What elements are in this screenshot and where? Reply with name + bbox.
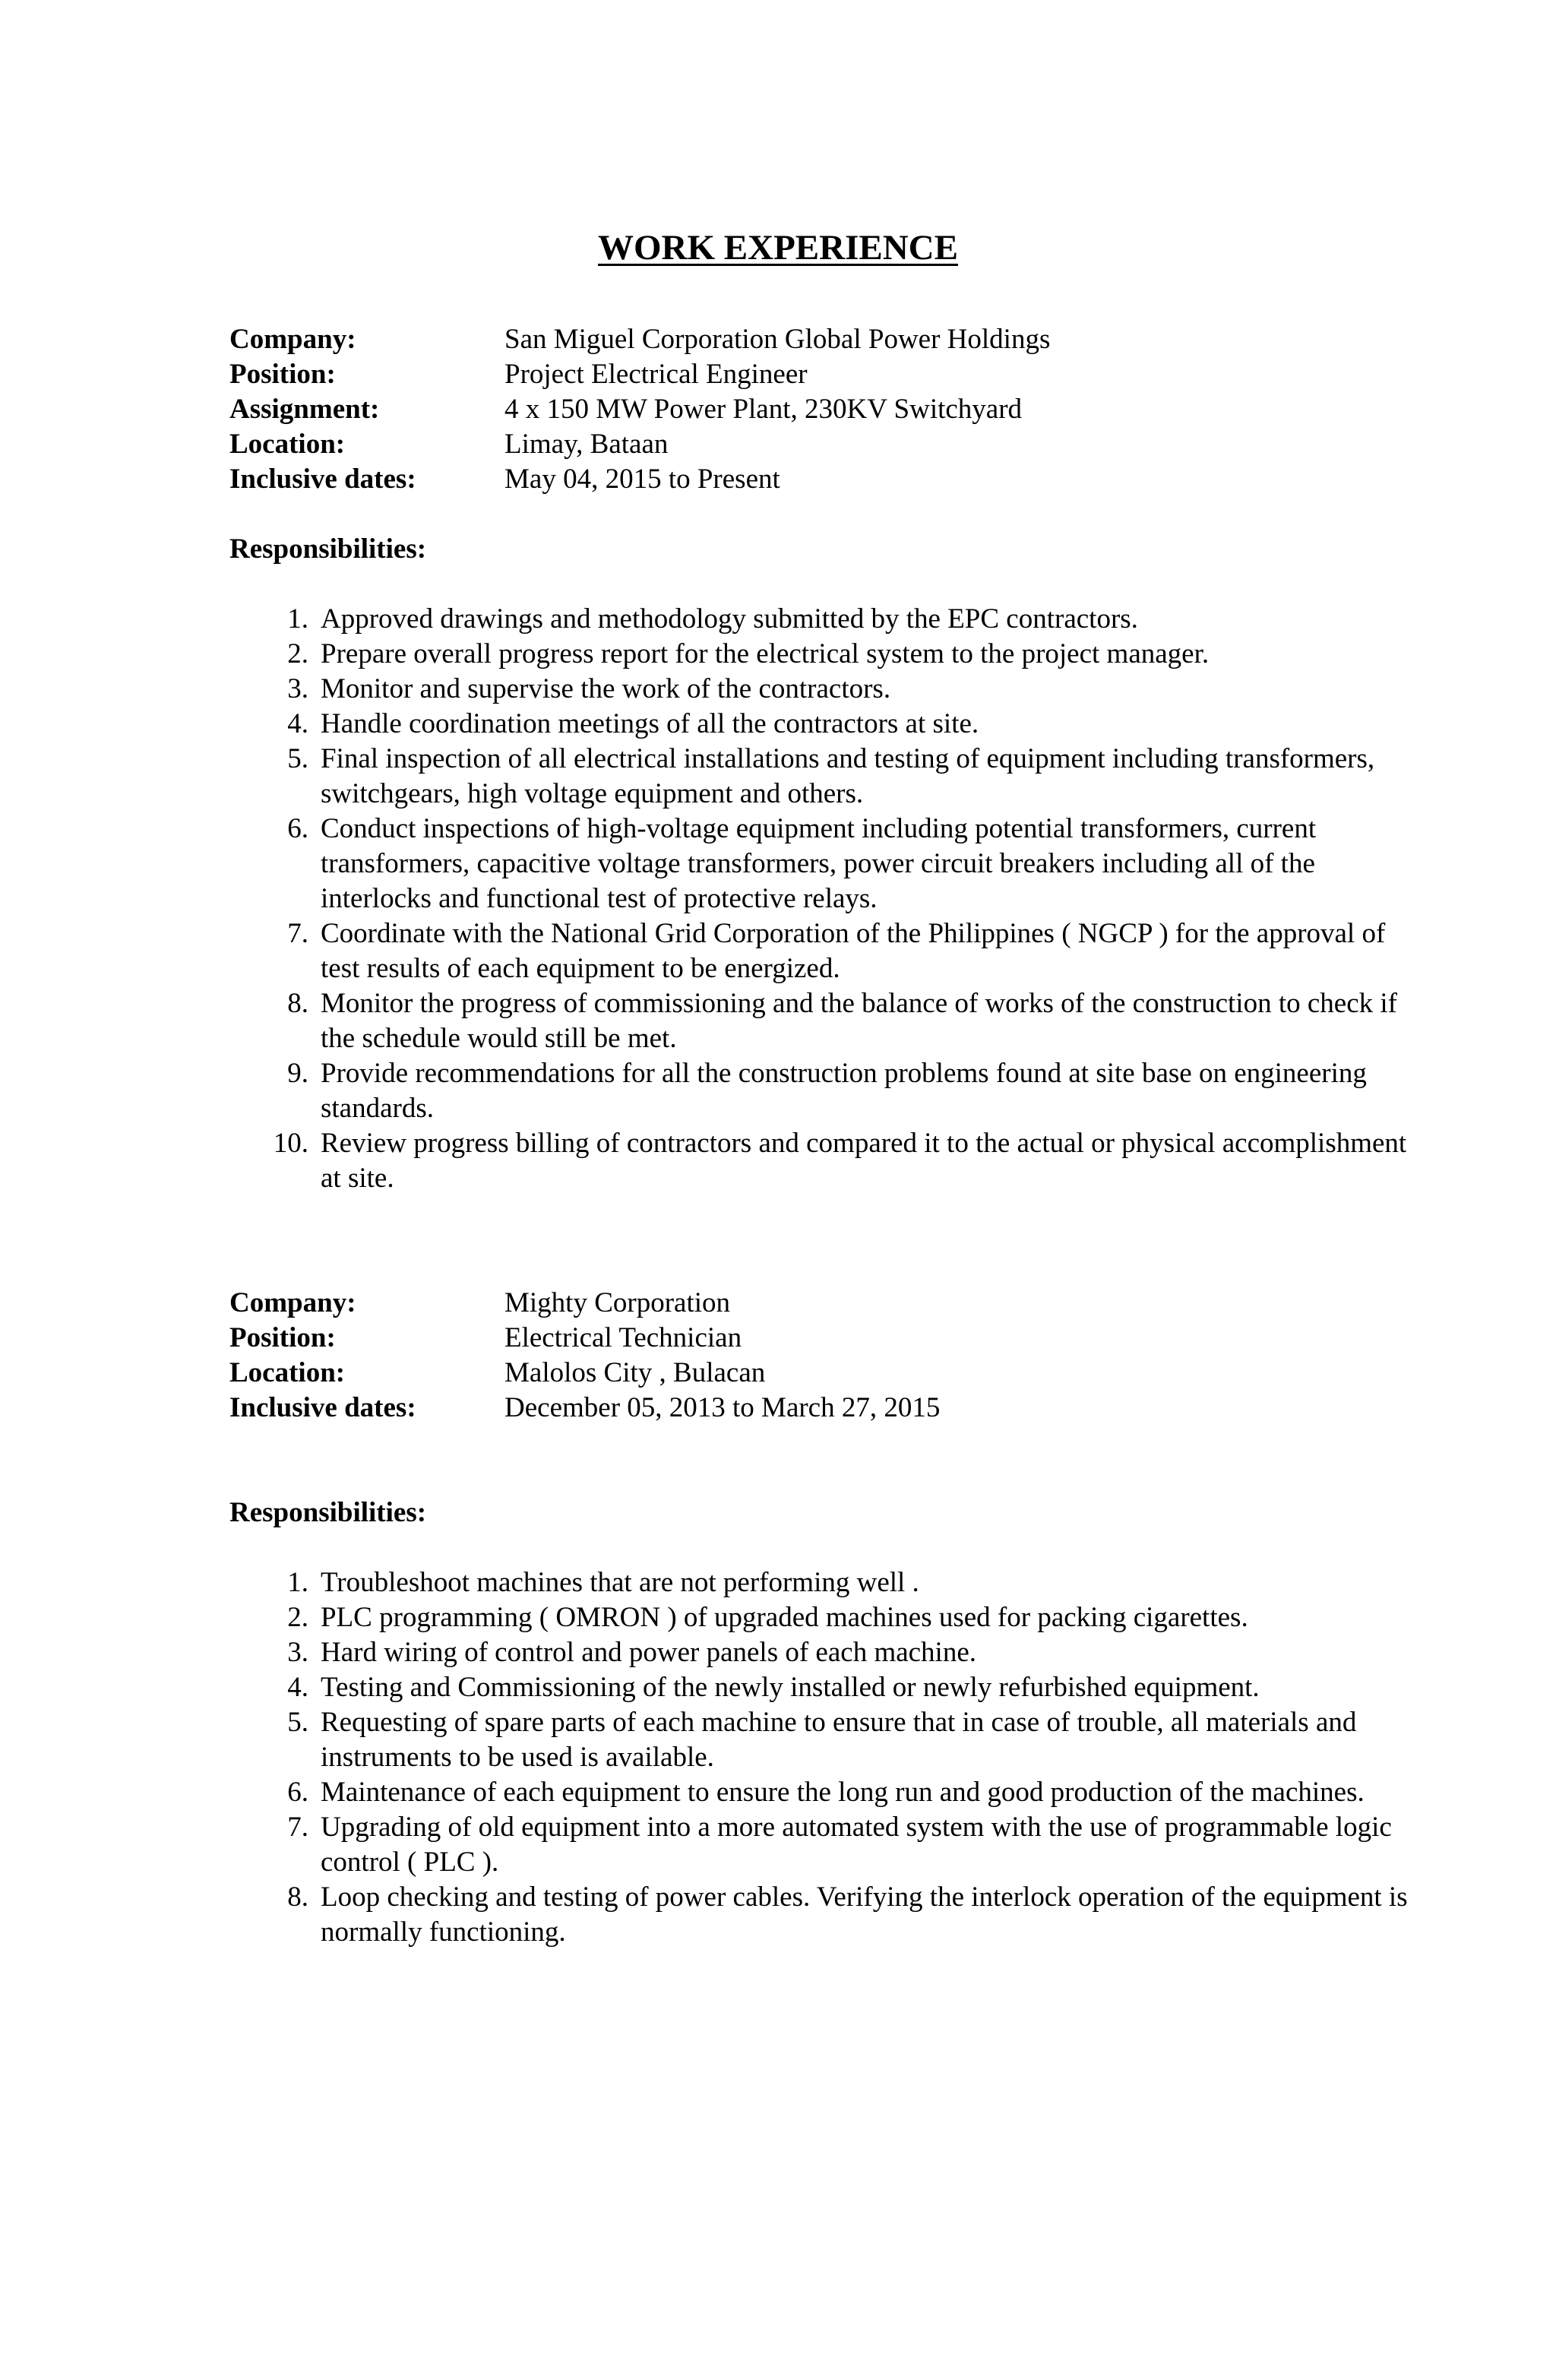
info-value: May 04, 2015 to Present	[504, 464, 780, 495]
list-item	[229, 1705, 1422, 1775]
info-label: Position:	[229, 1322, 336, 1354]
list-number: 8.	[287, 988, 308, 1020]
job-entry-mighty	[229, 1286, 1556, 1950]
list-text: Conduct inspections of high-voltage equipment including potential transformers, current transformers, capacitive voltage transformers, power circuit breakers including all of the interlocks and functional test of protective relays.	[321, 813, 1317, 915]
info-value: Mighty Corporation	[504, 1287, 731, 1319]
list-item	[229, 1600, 1422, 1635]
list-text: Testing and Commissioning of the newly installed or newly refurbished equipment.	[321, 1672, 1260, 1704]
list-text: PLC programming ( OMRON ) of upgraded machines used for packing cigarettes.	[321, 1602, 1248, 1634]
info-label: Inclusive dates:	[229, 464, 416, 495]
list-text: Upgrading of old equipment into a more automated system with the use of programmable logic control ( PLC ).	[321, 1812, 1392, 1878]
list-item	[229, 1635, 1422, 1670]
list-item	[229, 1126, 1422, 1196]
info-label: Position:	[229, 359, 336, 391]
info-value: Project Electrical Engineer	[504, 359, 808, 391]
list-number: 8.	[287, 1882, 308, 1913]
info-value: Limay, Bataan	[504, 429, 669, 460]
page-title: WORK EXPERIENCE	[598, 228, 958, 267]
list-item	[229, 1056, 1422, 1126]
list-number: 4.	[287, 1672, 308, 1704]
list-item	[229, 742, 1422, 812]
list-text: Review progress billing of contractors and compared it to the actual or physical accomplishment at site.	[321, 1128, 1407, 1195]
list-text: Approved drawings and methodology submitted by the EPC contractors.	[321, 603, 1138, 635]
info-label: Company:	[229, 324, 356, 356]
info-row-company	[229, 322, 1556, 357]
info-row-dates	[229, 462, 1556, 497]
list-text: Loop checking and testing of power cables. Verifying the interlock operation of the equipment is normally functioning.	[321, 1882, 1408, 1948]
list-text: Prepare overall progress report for the electrical system to the project manager.	[321, 638, 1210, 670]
info-label: Inclusive dates:	[229, 1392, 416, 1424]
list-text: Troubleshoot machines that are not performing well .	[321, 1567, 919, 1599]
responsibilities-list	[229, 1565, 1422, 1950]
info-value: 4 x 150 MW Power Plant, 230KV Switchyard	[504, 394, 1023, 426]
list-text: Final inspection of all electrical installations and testing of equipment including transformers, switchgears, high voltage equipment and others.	[321, 743, 1375, 810]
list-number: 9.	[287, 1058, 308, 1090]
list-number: 6.	[287, 1777, 308, 1809]
list-text: Coordinate with the National Grid Corporation of the Philippines ( NGCP ) for the approval of test results of each equipment to be energized.	[321, 918, 1386, 985]
info-label: Assignment:	[229, 394, 380, 426]
info-label: Location:	[229, 429, 346, 460]
info-value: San Miguel Corporation Global Power Holdings	[504, 324, 1051, 356]
responsibilities-heading: Responsibilities:	[229, 1497, 427, 1529]
list-item	[229, 707, 1422, 742]
list-item	[229, 1670, 1422, 1705]
info-row-position	[229, 1321, 1556, 1356]
list-item	[229, 1775, 1422, 1810]
list-item	[229, 1810, 1422, 1880]
list-text: Requesting of spare parts of each machine to ensure that in case of trouble, all materials and instruments to be used is available.	[321, 1707, 1357, 1774]
list-number: 1.	[287, 603, 308, 635]
list-number: 4.	[287, 708, 308, 740]
info-value: Malolos City , Bulacan	[504, 1357, 766, 1389]
list-item	[229, 1565, 1422, 1600]
list-number: 3.	[287, 1637, 308, 1669]
info-label: Company:	[229, 1287, 356, 1319]
list-number: 7.	[287, 918, 308, 950]
job-entry-smc	[229, 322, 1556, 1196]
list-number: 3.	[287, 673, 308, 705]
list-text: Monitor the progress of commissioning and the balance of works of the construction to check if the schedule would still be met.	[321, 988, 1397, 1055]
list-item	[229, 916, 1422, 986]
list-number: 1.	[287, 1567, 308, 1599]
list-item	[229, 602, 1422, 637]
list-item	[229, 637, 1422, 672]
list-text: Provide recommendations for all the construction problems found at site base on engineering standards.	[321, 1058, 1367, 1125]
responsibilities-heading: Responsibilities:	[229, 533, 427, 565]
list-text: Hard wiring of control and power panels of each machine.	[321, 1637, 977, 1669]
responsibilities-list	[229, 602, 1422, 1196]
info-row-location	[229, 1356, 1556, 1391]
info-value: December 05, 2013 to March 27, 2015	[504, 1392, 941, 1424]
list-number: 6.	[287, 813, 308, 845]
list-number: 5.	[287, 743, 308, 775]
job-info	[229, 1286, 1556, 1426]
job-info	[229, 322, 1556, 497]
info-value: Electrical Technician	[504, 1322, 742, 1354]
info-row-company	[229, 1286, 1556, 1321]
info-label: Location:	[229, 1357, 346, 1389]
info-row-dates	[229, 1391, 1556, 1426]
list-text: Monitor and supervise the work of the contractors.	[321, 673, 891, 705]
list-number: 2.	[287, 638, 308, 670]
list-number: 5.	[287, 1707, 308, 1739]
list-item	[229, 1880, 1422, 1950]
list-item	[229, 672, 1422, 707]
list-number: 10.	[273, 1128, 308, 1160]
info-row-assignment	[229, 392, 1556, 427]
list-item	[229, 812, 1422, 916]
list-text: Handle coordination meetings of all the contractors at site.	[321, 708, 979, 740]
info-row-location	[229, 427, 1556, 462]
list-number: 7.	[287, 1812, 308, 1844]
list-number: 2.	[287, 1602, 308, 1634]
info-row-position	[229, 357, 1556, 392]
list-text: Maintenance of each equipment to ensure the long run and good production of the machines.	[321, 1777, 1365, 1809]
list-item	[229, 986, 1422, 1056]
